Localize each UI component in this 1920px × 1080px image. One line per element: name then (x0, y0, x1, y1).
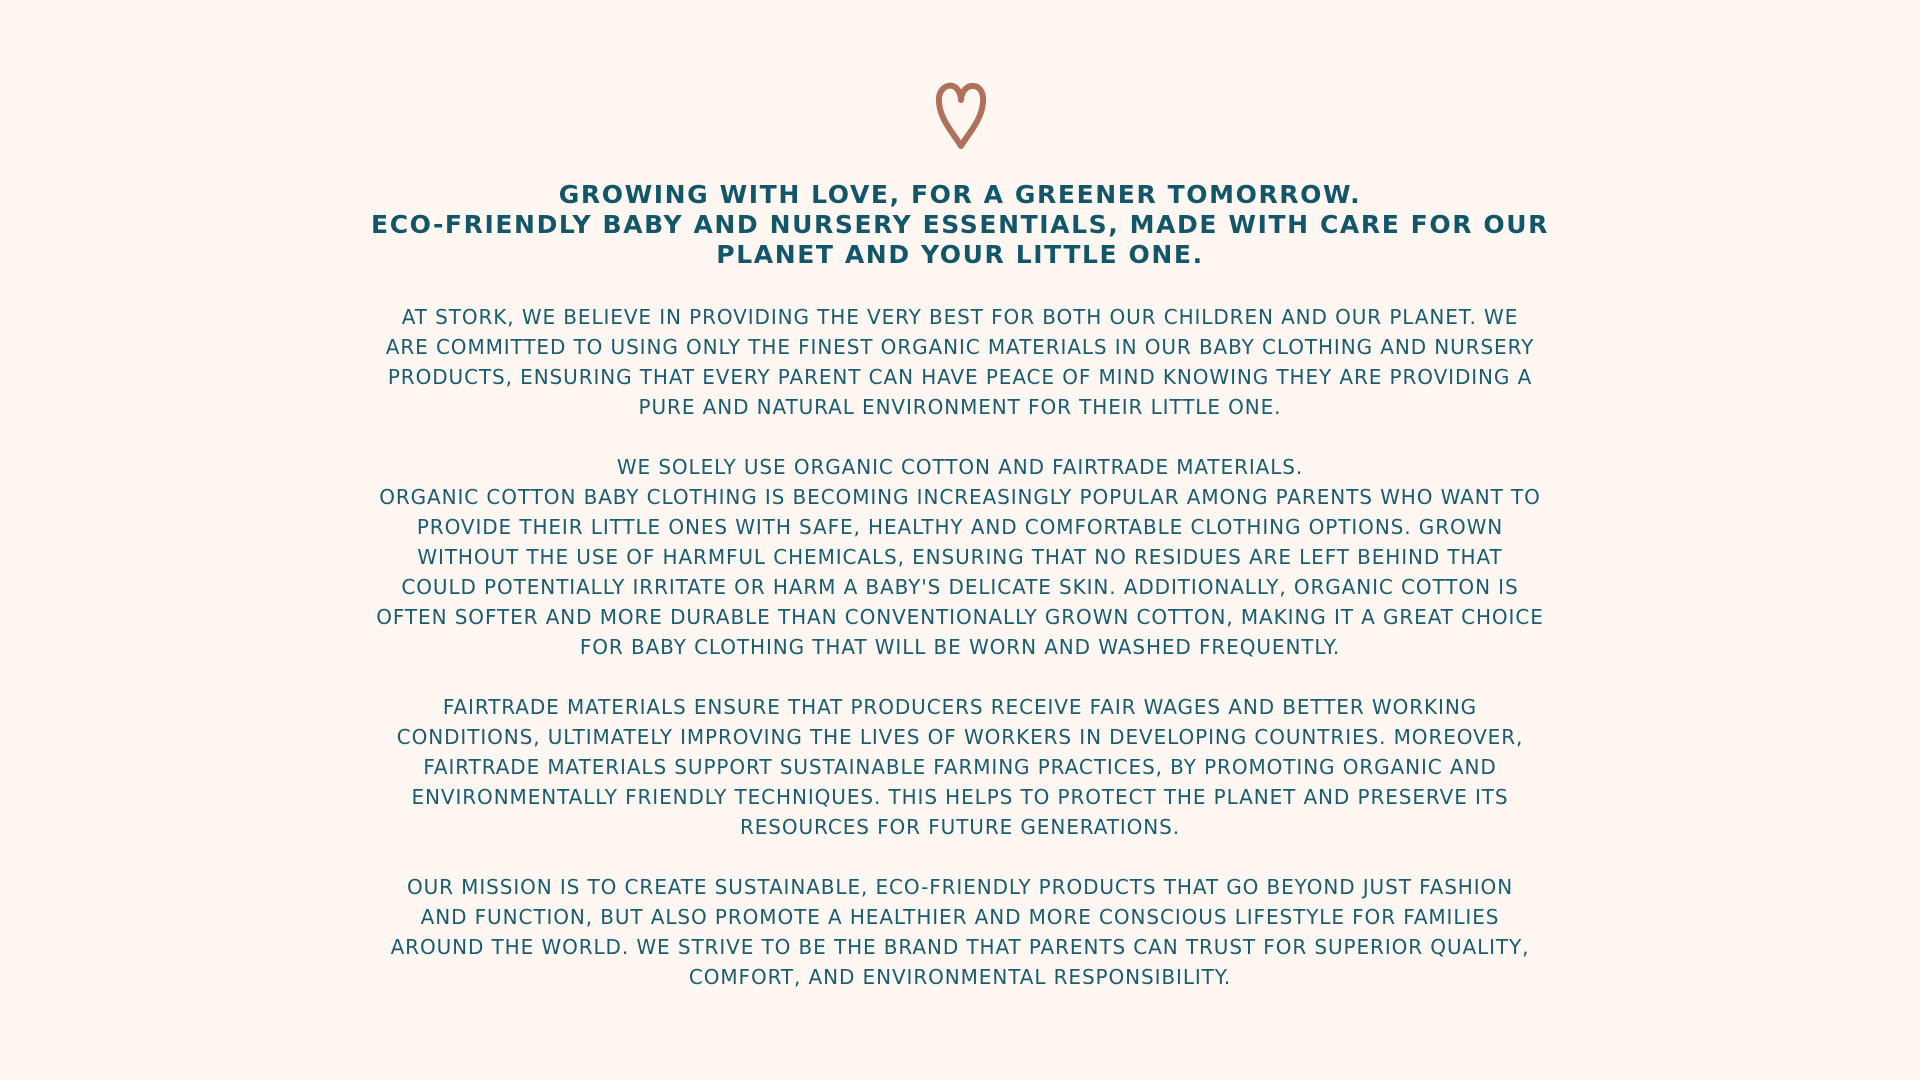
paragraph-mission (320, 872, 1600, 992)
paragraph-line: COMFORT, AND ENVIRONMENTAL RESPONSIBILITY. (688, 965, 1232, 989)
paragraph-line: AROUND THE WORLD. WE STRIVE TO BE THE BRAND THAT PARENTS CAN TRUST FOR SUPERIOR QUALITY, (390, 935, 1530, 959)
paragraph-line: ENVIRONMENTALLY FRIENDLY TECHNIQUES. THIS HELPS TO PROTECT THE PLANET AND PRESERVE ITS (411, 785, 1509, 809)
paragraph-line: ORGANIC COTTON BABY CLOTHING IS BECOMING INCREASINGLY POPULAR AMONG PARENTS WHO WANT TO (379, 485, 1541, 509)
paragraph-line: OUR MISSION IS TO CREATE SUSTAINABLE, ECO-FRIENDLY PRODUCTS THAT GO BEYOND JUST FASHION (406, 875, 1514, 899)
paragraph-intro (320, 302, 1600, 422)
heading-line: PLANET AND YOUR LITTLE ONE. (716, 240, 1204, 269)
paragraph-line: FAIRTRADE MATERIALS SUPPORT SUSTAINABLE FARMING PRACTICES, BY PROMOTING ORGANIC AND (423, 755, 1497, 779)
paragraph-organic-cotton (320, 452, 1600, 662)
body-copy (320, 302, 1600, 992)
paragraph-line: PRODUCTS, ENSURING THAT EVERY PARENT CAN HAVE PEACE OF MIND KNOWING THEY ARE PROVIDING A (387, 365, 1533, 389)
paragraph-line: FAIRTRADE MATERIALS ENSURE THAT PRODUCERS RECEIVE FAIR WAGES AND BETTER WORKING (442, 695, 1478, 719)
paragraph-line: AND FUNCTION, BUT ALSO PROMOTE A HEALTHIER AND MORE CONSCIOUS LIFESTYLE FOR FAMILIES (420, 905, 1500, 929)
heart-icon (934, 80, 988, 152)
paragraph-line: FOR BABY CLOTHING THAT WILL BE WORN AND WASHED FREQUENTLY. (579, 635, 1341, 659)
paragraph-fairtrade (320, 692, 1600, 842)
paragraph-line: ARE COMMITTED TO USING ONLY THE FINEST ORGANIC MATERIALS IN OUR BABY CLOTHING AND NURSERY (385, 335, 1535, 359)
paragraph-line: RESOURCES FOR FUTURE GENERATIONS. (739, 815, 1181, 839)
paragraph-line: OFTEN SOFTER AND MORE DURABLE THAN CONVENTIONALLY GROWN COTTON, MAKING IT A GREAT CHOICE (376, 605, 1544, 629)
paragraph-line: CONDITIONS, ULTIMATELY IMPROVING THE LIVES OF WORKERS IN DEVELOPING COUNTRIES. MOREOVER, (396, 725, 1524, 749)
page-heading (320, 180, 1600, 270)
heading-line: ECO-FRIENDLY BABY AND NURSERY ESSENTIALS, MADE WITH CARE FOR OUR (371, 210, 1549, 239)
paragraph-line: PURE AND NATURAL ENVIRONMENT FOR THEIR LITTLE ONE. (638, 395, 1282, 419)
paragraph-line: WITHOUT THE USE OF HARMFUL CHEMICALS, ENSURING THAT NO RESIDUES ARE LEFT BEHIND THAT (417, 545, 1503, 569)
heading-line: GROWING WITH LOVE, FOR A GREENER TOMORROW. (558, 180, 1362, 209)
paragraph-line: COULD POTENTIALLY IRRITATE OR HARM A BABY'S DELICATE SKIN. ADDITIONALLY, ORGANIC COTTON IS (401, 575, 1519, 599)
paragraph-line: AT STORK, WE BELIEVE IN PROVIDING THE VERY BEST FOR BOTH OUR CHILDREN AND OUR PLANET. WE (401, 305, 1519, 329)
paragraph-line: WE SOLELY USE ORGANIC COTTON AND FAIRTRADE MATERIALS. (616, 455, 1304, 479)
paragraph-line: PROVIDE THEIR LITTLE ONES WITH SAFE, HEALTHY AND COMFORTABLE CLOTHING OPTIONS. GROWN (416, 515, 1504, 539)
